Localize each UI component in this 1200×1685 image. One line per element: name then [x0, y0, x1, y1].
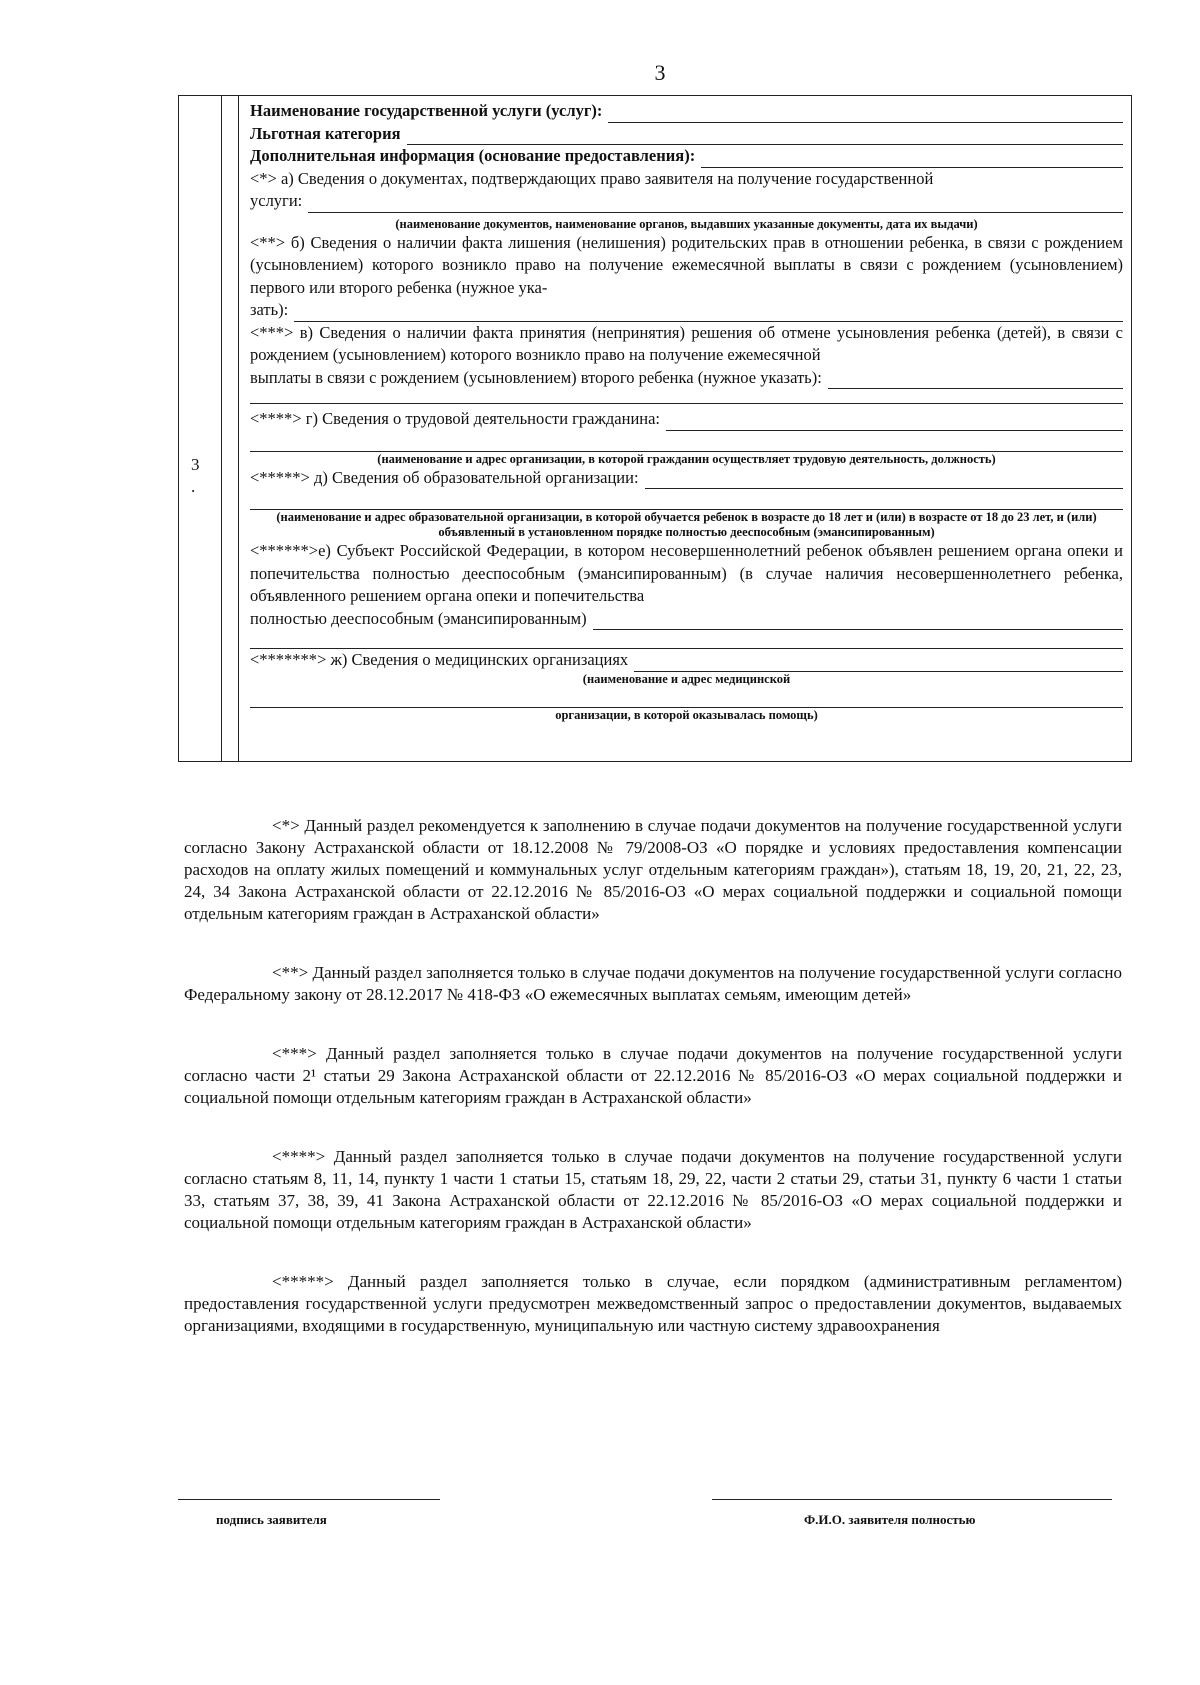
- section-d-extra-line[interactable]: [250, 489, 1123, 510]
- form-fields: [250, 100, 1123, 723]
- section-zh-caption-2: организации, в которой оказывалась помощь): [555, 707, 818, 722]
- section-b-text: <**> б) Сведения о наличии факта лишения (нелишения) родительских прав в отношении ребенка, в связи с рождением (усыновлением) которого возникло право на получение ежемесячной выплаты в связи с рождением (усыновлением) первого или второго ребенка (нужное ука-: [250, 232, 1123, 297]
- section-e-text: <******>е) Субъект Российской Федерации, в котором несовершеннолетний ребенок объявлен решением органа опеки и попечительства полностью дееспособным (эмансипированным) (в случае наличия несовершеннолетнего ребенка, объявленного решением органа опеки и попечительства: [250, 541, 1123, 605]
- section-zh-caption-1: (наименование и адрес медицинской: [582, 671, 791, 686]
- column-divider: [221, 96, 222, 761]
- section-b-row: [250, 299, 1123, 322]
- section-a-field[interactable]: [308, 196, 1123, 213]
- section-v-extra-line[interactable]: [250, 389, 1123, 404]
- section-zh-row: [250, 649, 1123, 672]
- footnote: <**> Данный раздел заполняется только в случае подачи документов на получение государственной услуги согласно Федеральному закону от 28.12.2017 № 418-ФЗ «О ежемесячных выплатах семьям, имеющим детей»: [184, 963, 1122, 1004]
- service-name-label: Наименование государственной услуги (услуг):: [250, 101, 603, 120]
- section-a-row: [250, 190, 1123, 213]
- category-row: [250, 123, 1123, 146]
- section-g-extra-line[interactable]: [250, 431, 1123, 452]
- signature-line-applicant[interactable]: [178, 1499, 440, 1528]
- full-name-label: Ф.И.О. заявителя полностью: [804, 1512, 976, 1527]
- footnote: <*****> Данный раздел заполняется только в случае, если порядком (административным регламентом) предоставления государственной услуги предусмотрен межведомственный запрос о предоставлении документов, выдаваемых организациями, входящими в государственную, муниципальную или частную систему здравоохранения: [184, 1272, 1122, 1335]
- additional-info-row: [250, 145, 1123, 168]
- additional-info-field[interactable]: [701, 151, 1123, 168]
- section-d-label: <*****> д) Сведения об образовательной организации:: [250, 467, 639, 487]
- section-a-caption: (наименование документов, наименование органов, выдавших указанные документы, дата их выдачи): [395, 216, 978, 231]
- section-e-field[interactable]: [593, 613, 1123, 630]
- form-table: [178, 95, 1132, 762]
- row-number: 3 .: [191, 455, 200, 496]
- footnote: <*> Данный раздел рекомендуется к заполнению в случае подачи документов на получение государственной услуги согласно Закону Астраханской области от 18.12.2008 № 79/2008-ОЗ «О порядке и условиях предоставления компенсации расходов на оплату жилых помещений и коммунальных услуг отдельным категориям граждан»), статьям 18, 19, 20, 21, 22, 23, 24, 34 Закона Астраханской области от 22.12.2016 № 85/2016-ОЗ «О мерах социальной поддержки и социальной помощи отдельным категориям граждан в Астраханской области»: [184, 816, 1122, 923]
- section-d-field[interactable]: [645, 472, 1123, 489]
- section-e-row: [250, 608, 1123, 631]
- section-a-text: <*> а) Сведения о документах, подтверждающих право заявителя на получение государственной: [250, 168, 934, 188]
- section-e-label: полностью дееспособным (эмансипированным): [250, 608, 587, 628]
- page-number: 3: [654, 60, 666, 85]
- service-name-row: [250, 100, 1123, 123]
- section-zh-field[interactable]: [634, 655, 1123, 672]
- section-g-label: <****> г) Сведения о трудовой деятельности гражданина:: [250, 409, 661, 428]
- section-d-caption: (наименование и адрес образовательной организации, в которой обучается ребенок в возрасте до 18 лет и (или) в возрасте от 18 до 23 лет, и (или) объявленный в установленном порядке полностью дееспособным (эмансипированным): [276, 510, 1097, 539]
- footnote: <***> Данный раздел заполняется только в случае подачи документов на получение государственной услуги согласно части 2¹ статьи 29 Закона Астраханской области от 22.12.2016 № 85/2016-ОЗ «О мерах социальной поддержки и социальной помощи отдельным категориям граждан в Астраханской области»: [184, 1044, 1122, 1107]
- section-zh-label: <*******> ж) Сведения о медицинских организациях: [250, 650, 629, 669]
- section-v-row: [250, 367, 1123, 390]
- signature-line-full-name[interactable]: [712, 1499, 1112, 1528]
- footnotes: [184, 815, 1122, 1374]
- signature-label: подпись заявителя: [216, 1512, 327, 1527]
- section-b-field[interactable]: [294, 305, 1123, 322]
- section-e-extra-line[interactable]: [250, 630, 1123, 649]
- section-zh-extra-line[interactable]: [250, 687, 1123, 708]
- column-divider: [238, 96, 239, 761]
- section-a-label: услуги:: [250, 191, 303, 210]
- section-b-label: зать):: [250, 300, 289, 319]
- footnote: <****> Данный раздел заполняется только в случае подачи документов на получение государственной услуги согласно статьям 8, 11, 14, пункту 1 части 1 статьи 15, статьям 18, 29, 22, части 2 статьи 29, статьи 31, пункту 6 части 1 статьи 33, статьям 37, 38, 39, 41 Закона Астраханской области от 22.12.2016 № 85/2016-ОЗ «О мерах социальной поддержки и социальной помощи отдельным категориям граждан в Астраханской области»: [184, 1147, 1122, 1232]
- category-field[interactable]: [407, 128, 1124, 145]
- section-d-row: [250, 467, 1123, 490]
- additional-info-label: Дополнительная информация (основание предоставления):: [250, 146, 696, 165]
- section-v-field[interactable]: [828, 372, 1123, 389]
- section-v-label: выплаты в связи с рождением (усыновлением) второго ребенка (нужное указать):: [250, 367, 822, 387]
- section-g-caption: (наименование и адрес организации, в которой гражданин осуществляет трудовую деятельность, должность): [377, 451, 996, 466]
- category-label: Льготная категория: [250, 123, 401, 143]
- section-g-row: [250, 408, 1123, 431]
- section-v-text: <***> в) Сведения о наличии факта принятия (непринятия) решения об отмене усыновления ребенка (детей), в связи с рождением (усыновлением) которого возникло право на получение ежемесячной: [250, 322, 1123, 364]
- section-g-field[interactable]: [666, 414, 1123, 431]
- service-name-field[interactable]: [608, 106, 1123, 123]
